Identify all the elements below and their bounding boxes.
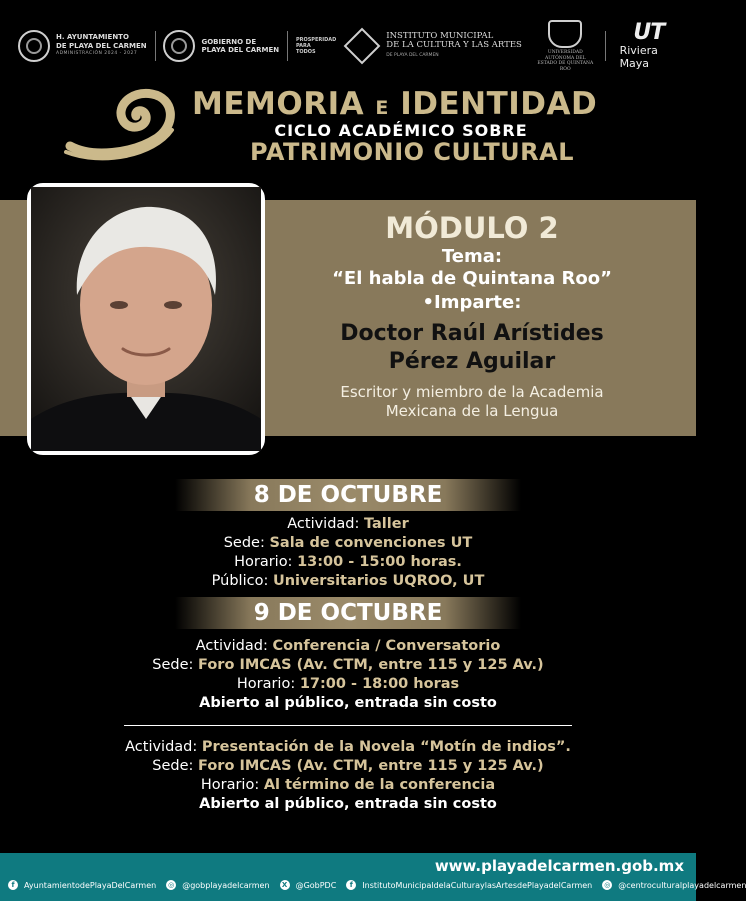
logo-divider bbox=[155, 31, 156, 61]
social-handle-instagram-centro[interactable]: @centroculturalplayadelcarmen bbox=[618, 880, 746, 890]
social-handle-facebook-imcas[interactable]: InstitutoMunicipaldelaCulturaylasArtesdePlayadelCarmen bbox=[362, 880, 593, 890]
event-taller bbox=[60, 515, 636, 591]
ut-mark: UT bbox=[633, 20, 665, 45]
imparte-label: •Imparte: bbox=[422, 292, 522, 313]
gobierno-logo bbox=[163, 30, 279, 62]
sede-label: Sede: bbox=[152, 758, 194, 774]
horario-label: Horario: bbox=[234, 554, 293, 570]
ut-sub: Riviera Maya bbox=[619, 44, 658, 70]
speaker-description-line2: Mexicana de la Lengua bbox=[385, 402, 559, 420]
imcas-line3: DE PLAYA DEL CARMEN bbox=[386, 52, 439, 58]
actividad-label: Actividad: bbox=[125, 739, 198, 755]
event1-sede bbox=[60, 534, 636, 553]
ayuntamiento-line1: H. AYUNTAMIENTO bbox=[56, 33, 129, 42]
actividad-label: Actividad: bbox=[195, 638, 268, 654]
publico-value: Universitarios UQROO, UT bbox=[272, 573, 485, 589]
spiral-wave-icon bbox=[62, 86, 182, 160]
x-icon: X bbox=[280, 880, 290, 890]
publico-label: Público: bbox=[211, 573, 269, 589]
ayuntamiento-logo bbox=[18, 30, 147, 62]
speaker-name-line2: Pérez Aguilar bbox=[388, 349, 556, 374]
event2-note: Abierto al público, entrada sin costo bbox=[199, 695, 497, 711]
facebook-icon: f bbox=[8, 880, 18, 890]
horario-value: 13:00 - 15:00 horas. bbox=[297, 554, 462, 570]
sede-value: Foro IMCAS (Av. CTM, entre 115 y 125 Av.) bbox=[198, 657, 544, 673]
social-handle-facebook-ayuntamiento[interactable]: AyuntamientodePlayaDelCarmen bbox=[24, 880, 157, 890]
speaker-photo bbox=[27, 183, 265, 455]
speaker-description-line1: Escritor y miembro de la Academia bbox=[340, 383, 604, 401]
actividad-value: Taller bbox=[364, 516, 409, 532]
sede-label: Sede: bbox=[223, 535, 265, 551]
event2-sede bbox=[60, 656, 636, 675]
title-memoria: MEMORIA bbox=[192, 86, 365, 122]
gobierno-line1: GOBIERNO DE bbox=[201, 37, 257, 46]
imcas-line1: INSTITUTO MUNICIPAL bbox=[386, 30, 494, 41]
ut-riviera-maya-logo bbox=[620, 22, 678, 70]
imcas-logo bbox=[344, 32, 522, 61]
horario-label: Horario: bbox=[236, 676, 296, 692]
title-e: E bbox=[375, 97, 389, 119]
title-patrimonio: PATRIMONIO CULTURAL bbox=[249, 138, 575, 166]
event-conferencia bbox=[60, 637, 636, 713]
horario-value: 17:00 - 18:00 horas bbox=[299, 676, 460, 692]
social-handle-x[interactable]: @GobPDC bbox=[295, 880, 337, 890]
uqroo-line1: UNIVERSIDAD AUTÓNOMA DEL bbox=[545, 50, 586, 61]
actividad-label: Actividad: bbox=[287, 516, 360, 532]
logo-divider bbox=[287, 31, 288, 61]
ayuntamiento-line2: DE PLAYA DEL CARMEN bbox=[56, 41, 147, 50]
municipal-seal-icon bbox=[18, 30, 50, 62]
event1-publico bbox=[60, 572, 636, 591]
tagline-line2: PARA bbox=[295, 43, 311, 49]
imcas-line2: DE LA CULTURA Y LAS ARTES bbox=[386, 40, 522, 51]
title-memoria-identidad bbox=[192, 86, 642, 122]
sede-value: Sala de convenciones UT bbox=[269, 535, 473, 551]
imcas-diamond-icon bbox=[344, 28, 381, 65]
horario-label: Horario: bbox=[200, 777, 260, 793]
sede-label: Sede: bbox=[152, 657, 194, 673]
speaker-name bbox=[270, 320, 674, 376]
event3-actividad bbox=[60, 738, 636, 757]
event3-horario bbox=[60, 776, 636, 795]
speaker-name-line1: Doctor Raúl Arístides bbox=[340, 321, 604, 346]
event2-horario bbox=[60, 675, 636, 694]
ayuntamiento-line3: ADMINISTRACIÓN 2024 - 2027 bbox=[56, 51, 138, 57]
sede-value: Foro IMCAS (Av. CTM, entre 115 y 125 Av.) bbox=[198, 758, 544, 774]
event1-actividad bbox=[60, 515, 636, 534]
actividad-value: Conferencia / Conversatorio bbox=[272, 638, 501, 654]
gobierno-seal-icon bbox=[163, 30, 195, 62]
event-presentacion bbox=[60, 738, 636, 814]
tagline-line1: PROSPERIDAD bbox=[295, 37, 337, 43]
subtitle-ciclo: CICLO ACADÉMICO SOBRE bbox=[274, 121, 528, 140]
tagline bbox=[296, 37, 336, 55]
footer bbox=[0, 853, 746, 901]
module-name: MÓDULO 2 bbox=[385, 211, 559, 245]
uqroo-shield-icon bbox=[548, 20, 582, 48]
uqroo-line2: ESTADO DE QUINTANA ROO bbox=[537, 61, 594, 72]
event3-sede bbox=[60, 757, 636, 776]
social-handle-instagram-gob[interactable]: @gobplayadelcarmen bbox=[182, 880, 270, 890]
section-divider bbox=[124, 725, 572, 726]
website-link[interactable]: www.playadelcarmen.gob.mx bbox=[434, 857, 684, 875]
gobierno-line2: PLAYA DEL CARMEN bbox=[201, 46, 280, 54]
title-identidad: IDENTIDAD bbox=[400, 86, 598, 122]
tema-label: Tema: bbox=[441, 246, 503, 267]
instagram-icon: ◎ bbox=[604, 881, 611, 889]
social-links bbox=[8, 880, 746, 890]
instagram-icon: ◎ bbox=[168, 881, 175, 889]
logo-divider bbox=[605, 31, 606, 61]
tagline-line3: TODOS bbox=[295, 49, 316, 55]
horario-value: Al término de la conferencia bbox=[263, 777, 496, 793]
date-bar-8-octubre: 8 DE OCTUBRE bbox=[175, 479, 521, 511]
speaker-portrait-icon bbox=[31, 187, 261, 451]
uqroo-logo bbox=[534, 20, 597, 72]
date-bar-9-octubre: 9 DE OCTUBRE bbox=[175, 597, 521, 629]
speaker-description bbox=[270, 383, 674, 421]
tema-value: “El habla de Quintana Roo” bbox=[332, 268, 612, 289]
actividad-value: Presentación de la Novela “Motín de indios”. bbox=[201, 739, 571, 755]
facebook-icon: f bbox=[346, 880, 356, 890]
event3-note: Abierto al público, entrada sin costo bbox=[199, 796, 497, 812]
logos-bar bbox=[18, 18, 678, 74]
event1-horario bbox=[60, 553, 636, 572]
event2-actividad bbox=[60, 637, 636, 656]
module-info bbox=[270, 208, 674, 421]
